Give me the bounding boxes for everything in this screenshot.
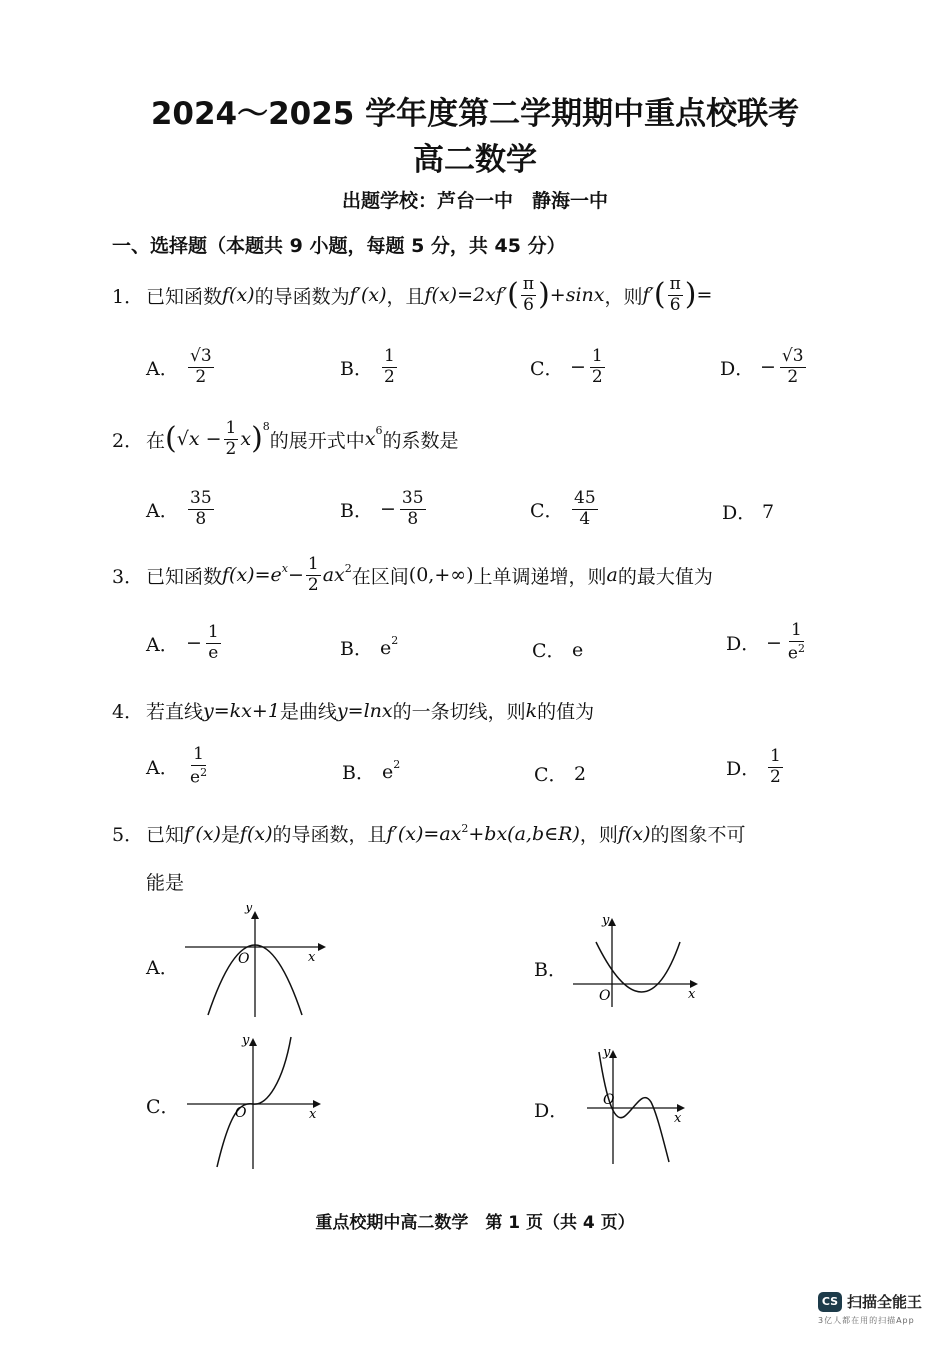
paren: ( (507, 277, 519, 313)
minus-sign: − (570, 356, 586, 379)
option-value: e (382, 760, 394, 783)
origin-label: O (235, 1105, 247, 1121)
math: x (364, 428, 376, 451)
question-text: 的系数是 (382, 429, 459, 452)
paren: ) (538, 277, 550, 313)
exponent: 2 (344, 562, 352, 575)
question-3 (112, 556, 713, 595)
option-label: A． (146, 757, 179, 780)
axis-x-label: x (674, 1111, 682, 1126)
option-label: C． (146, 1096, 180, 1118)
math: f(x) (239, 822, 273, 845)
question-text: 的导函数，且 (272, 824, 387, 846)
exponent: 2 (393, 758, 401, 771)
question-text: 的一条切线，则 (392, 701, 526, 723)
axis-y-label: y (245, 905, 253, 915)
paren: ( (653, 277, 666, 313)
fraction: $\frac{1}{2}$ (591, 346, 603, 387)
option-5b[interactable] (534, 955, 567, 982)
origin-label: O (599, 988, 611, 1004)
option-4b[interactable] (342, 758, 400, 785)
exponent: 2 (391, 634, 399, 647)
question-text: ，则 (579, 824, 618, 846)
option-label: D． (720, 357, 755, 380)
paren: ) (251, 421, 263, 457)
option-label: D． (726, 757, 761, 780)
option-label: B． (340, 638, 373, 660)
math: k (525, 699, 538, 722)
math: f′(x)=ax (386, 822, 462, 845)
fraction: $\frac{1}{e^2}$ (787, 620, 805, 664)
question-text: 的最大值为 (617, 565, 713, 588)
math: − (287, 564, 304, 587)
fraction: $\frac{1}{2}$ (307, 554, 319, 595)
option-label: C． (530, 499, 564, 522)
camscanner-logo-icon: CS (818, 1292, 842, 1312)
question-number: 5． (112, 824, 144, 846)
fraction: $\frac{\pi}{6}$ (522, 274, 535, 315)
question-text: 已知 (146, 824, 185, 846)
watermark-tagline: 3亿人都在用的扫描App (818, 1316, 915, 1325)
axis-y-label: y (602, 913, 610, 928)
fraction: $\frac{35}{8}$ (401, 488, 424, 529)
question-5 (112, 820, 746, 847)
option-value: 7 (762, 500, 775, 523)
option-label: C． (530, 357, 564, 380)
option-1b[interactable] (340, 348, 399, 387)
graph-b (570, 912, 705, 1012)
question-text: ，且 (386, 285, 425, 308)
axis-x-label: x (308, 950, 316, 965)
option-value: 2 (574, 762, 587, 785)
watermark-name: 扫描全能王 (847, 1293, 923, 1311)
exponent: x (281, 562, 288, 575)
question-number: 1． (112, 285, 144, 308)
question-1 (112, 276, 712, 315)
graph-a (180, 905, 330, 1020)
option-4a[interactable] (146, 746, 211, 787)
minus-sign: − (760, 356, 776, 379)
axis-y-label: y (242, 1033, 250, 1048)
fraction: $\frac{1}{2}$ (225, 418, 237, 459)
option-2b[interactable] (340, 490, 428, 529)
minus-sign: − (380, 498, 396, 521)
option-1a[interactable] (146, 348, 216, 387)
option-1d[interactable] (720, 348, 808, 387)
math: y=lnx (336, 699, 393, 722)
math: f(x)=e (222, 564, 282, 587)
question-text: 的展开式中 (269, 429, 365, 452)
axis-x-label: x (309, 1107, 317, 1122)
option-3b[interactable] (340, 634, 398, 661)
scanner-watermark (818, 1290, 943, 1326)
origin-label: O (238, 951, 250, 967)
minus-sign: − (186, 632, 202, 655)
graph-d (585, 1044, 695, 1166)
question-4 (112, 697, 594, 724)
question-5-continued (146, 868, 184, 895)
exponent: 2 (461, 822, 469, 835)
math: (0,+∞) (408, 564, 474, 587)
question-text: 的导函数为 (254, 285, 350, 308)
option-label: B． (340, 499, 373, 522)
math: y=kx+1 (203, 699, 280, 722)
option-label: B． (340, 357, 373, 380)
option-5d[interactable] (534, 1096, 568, 1123)
axis-x-label: x (688, 987, 696, 1002)
option-label: B． (342, 762, 375, 784)
math: f(x) (222, 284, 255, 307)
question-number: 2． (112, 429, 144, 452)
option-4c[interactable] (534, 760, 586, 787)
option-label: A． (146, 357, 179, 380)
question-text: 是曲线 (279, 701, 337, 723)
minus-sign: − (766, 631, 782, 654)
option-1c[interactable] (530, 348, 607, 387)
option-label: D． (722, 502, 757, 524)
option-2a[interactable] (146, 490, 216, 529)
option-2c[interactable] (530, 490, 600, 529)
fraction: $\frac{\pi}{6}$ (669, 274, 681, 315)
origin-label: O (603, 1092, 615, 1108)
fraction: $\frac{1}{2}$ (384, 346, 395, 387)
question-text: 已知函数 (146, 565, 223, 588)
math: +bx(a,b∈R) (468, 822, 580, 845)
option-label: B． (534, 959, 567, 981)
option-label: A． (146, 633, 179, 656)
question-text: 在 (146, 429, 166, 452)
fraction: $\frac{1}{2}$ (770, 746, 781, 787)
math: f(x) (617, 822, 651, 845)
option-label: C． (534, 764, 568, 786)
question-text: 若直线 (146, 701, 204, 723)
option-value: e (572, 638, 584, 661)
page-footer: 重点校期中高二数学 第 1 页（共 4 页） (315, 1213, 635, 1233)
option-4d[interactable] (726, 748, 785, 787)
question-2 (112, 420, 459, 459)
question-text: 已知函数 (146, 285, 223, 308)
graph-c (185, 1032, 330, 1172)
option-label: D． (534, 1100, 569, 1122)
option-label: C． (532, 640, 566, 662)
option-5c[interactable] (146, 1092, 180, 1119)
question-text: 是 (220, 824, 240, 846)
fraction: $\frac{√3}{2}$ (781, 346, 804, 387)
math: +sinx (549, 284, 605, 307)
paren: ( (165, 421, 177, 457)
math: f′(x) (349, 284, 387, 307)
fraction: $\frac{35}{8}$ (190, 488, 212, 529)
math: x (240, 428, 252, 451)
question-number: 4． (112, 701, 144, 723)
math: f′(x) (184, 822, 221, 845)
section-heading: 一、选择题（本题共 9 小题，每题 5 分，共 45 分） (112, 235, 566, 257)
option-2d[interactable] (722, 498, 774, 525)
math: √x − (176, 428, 222, 451)
question-text: ，则 (604, 285, 643, 308)
question-text: 的图象不可 (650, 824, 746, 846)
question-number: 3． (112, 565, 144, 588)
option-label: A． (146, 499, 179, 522)
exponent: 8 (262, 420, 270, 433)
exponent: 6 (375, 424, 383, 437)
math: = (696, 284, 713, 307)
fraction: $\frac{√3}{2}$ (190, 346, 212, 387)
option-label: D． (726, 633, 761, 656)
option-3c[interactable] (532, 636, 583, 663)
math: a (606, 564, 618, 587)
fraction: $\frac{1}{e^2}$ (190, 744, 208, 788)
question-text: 的值为 (537, 701, 595, 723)
option-value: e (380, 636, 392, 659)
question-text: 在区间 (351, 565, 409, 588)
exam-title: 2024～2025 学年度第二学期期中重点校联考 (150, 96, 800, 132)
axis-y-label: y (603, 1045, 611, 1060)
math: f′ (642, 284, 654, 307)
option-3a[interactable] (146, 624, 223, 663)
option-label: A． (146, 957, 179, 979)
option-3d[interactable] (726, 622, 809, 663)
exam-schools: 出题学校：芦台一中 静海一中 (341, 190, 608, 212)
question-text: 能是 (146, 872, 185, 894)
paren: ) (684, 277, 697, 313)
question-text: 上单调递增，则 (473, 565, 607, 588)
exam-subject: 高二数学 (413, 142, 537, 178)
math: f(x)=2xf′ (424, 284, 508, 307)
fraction: $\frac{1}{e}$ (207, 622, 219, 663)
fraction: $\frac{45}{4}$ (574, 488, 596, 529)
math: ax (322, 564, 345, 587)
option-5a[interactable] (146, 953, 179, 980)
